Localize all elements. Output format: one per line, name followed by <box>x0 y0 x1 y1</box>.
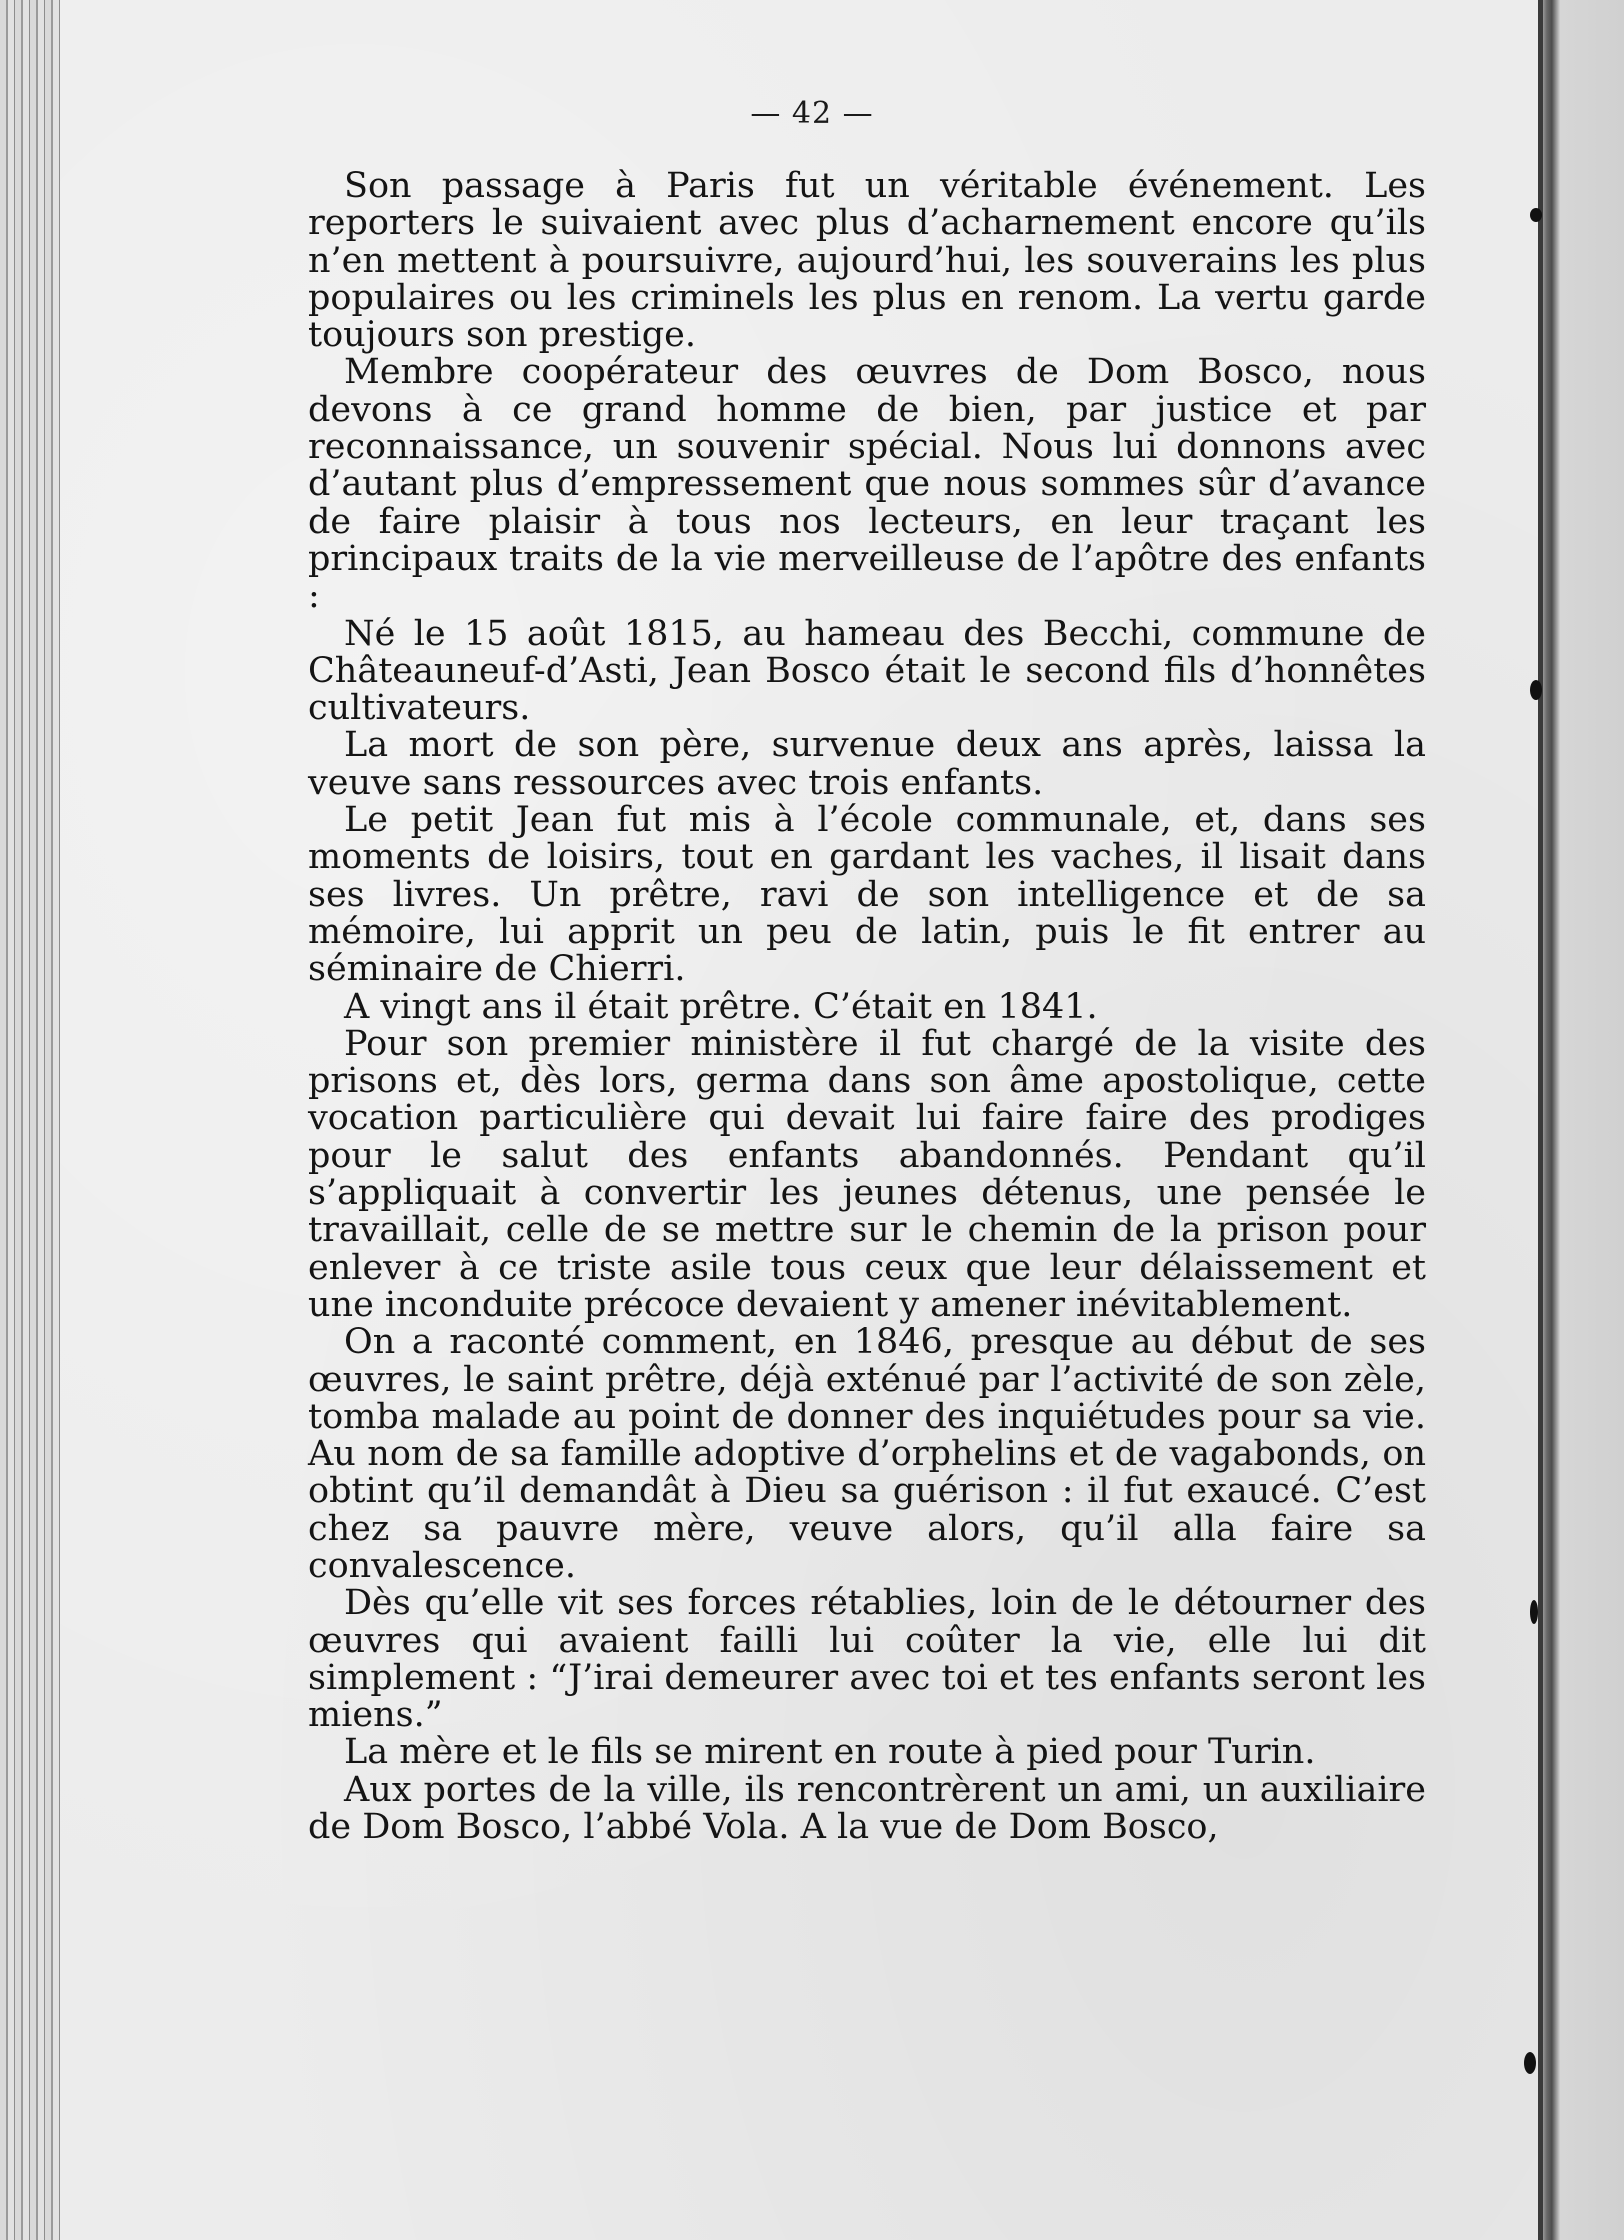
ink-mark <box>1530 208 1542 222</box>
paragraph: Pour son premier ministère il fut chargé de la visite des prisons et, dès lors, germa dans son âme apostolique, cette vocation particulière qui devait lui faire faire des prodiges pour le salut des enfants abandonnés. Pendant qu’il s’appliquait à convertir les jeunes détenus, une pensée le travaillait, celle de se mettre sur le chemin de la prison pour enlever à ce triste asile tous ceux que leur délaissement et une inconduite précoce devaient y amener inévitablement. <box>308 1023 1426 1325</box>
paragraph: Le petit Jean fut mis à l’école communale, et, dans ses moments de loisirs, tout en gardant les vaches, il lisait dans ses livres. Un prêtre, ravi de son intelligence et de sa mémoire, lui apprit un peu de latin, puis le fit entrer au séminaire de Chierri. <box>308 800 1426 990</box>
ink-mark <box>1524 2052 1536 2074</box>
paragraph: La mort de son père, survenue deux ans après, laissa la veuve sans ressources avec trois enfants. <box>308 725 1426 803</box>
paragraph: On a raconté comment, en 1846, presque au début de ses œuvres, le saint prêtre, déjà exténué par l’activité de son zèle, tomba malade au point de donner des inquiétudes pour sa vie. Au nom de sa famille adoptive d’orphelins et de vagabonds, on obtint qu’il demandât à Dieu sa guérison : il fut exaucé. C’est chez sa pauvre mère, veuve alors, qu’il alla faire sa convalescence. <box>308 1322 1426 1586</box>
paragraph: Dès qu’elle vit ses forces rétablies, loin de le détourner des œuvres qui avaient failli lui coûter la vie, elle lui dit simplement : “J’irai demeurer avec toi et tes enfants seront les miens.” <box>308 1583 1426 1736</box>
page-number: — 42 — <box>750 96 874 131</box>
ink-mark <box>1530 1600 1538 1624</box>
body-text <box>308 168 1426 1846</box>
paragraph: A vingt ans il était prêtre. C’était en 1841. <box>344 986 1098 1027</box>
paragraph: La mère et le fils se mirent en route à pied pour Turin. <box>344 1732 1316 1773</box>
paragraph: Né le 15 août 1815, au hameau des Becchi, commune de Châteauneuf-d’Asti, Jean Bosco était le second fils d’honnêtes cultivateurs. <box>308 613 1426 729</box>
book-binding <box>1540 0 1624 2240</box>
binding-edge <box>1538 0 1543 2240</box>
ink-mark <box>1530 680 1542 700</box>
paragraph: Membre coopérateur des œuvres de Dom Bosco, nous devons à ce grand homme de bien, par justice et par reconnaissance, un souvenir spécial. Nous lui donnons avec d’autant plus d’empressement que nous sommes sûr d’avance de faire plaisir à tous nos lecteurs, en leur traçant les principaux traits de la vie merveilleuse de l’apôtre des enfants : <box>308 352 1426 617</box>
paragraph: Son passage à Paris fut un véritable événement. Les reporters le suivaient avec plus d’acharnement encore qu’ils n’en mettent à poursuivre, aujourd’hui, les souverains les plus populaires ou les criminels les plus en renom. La vertu garde toujours son prestige. <box>308 166 1426 356</box>
paragraph: Aux portes de la ville, ils rencontrèrent un ami, un auxiliaire de Dom Bosco, l’abbé Vola. A la vue de Dom Bosco, <box>308 1769 1426 1848</box>
